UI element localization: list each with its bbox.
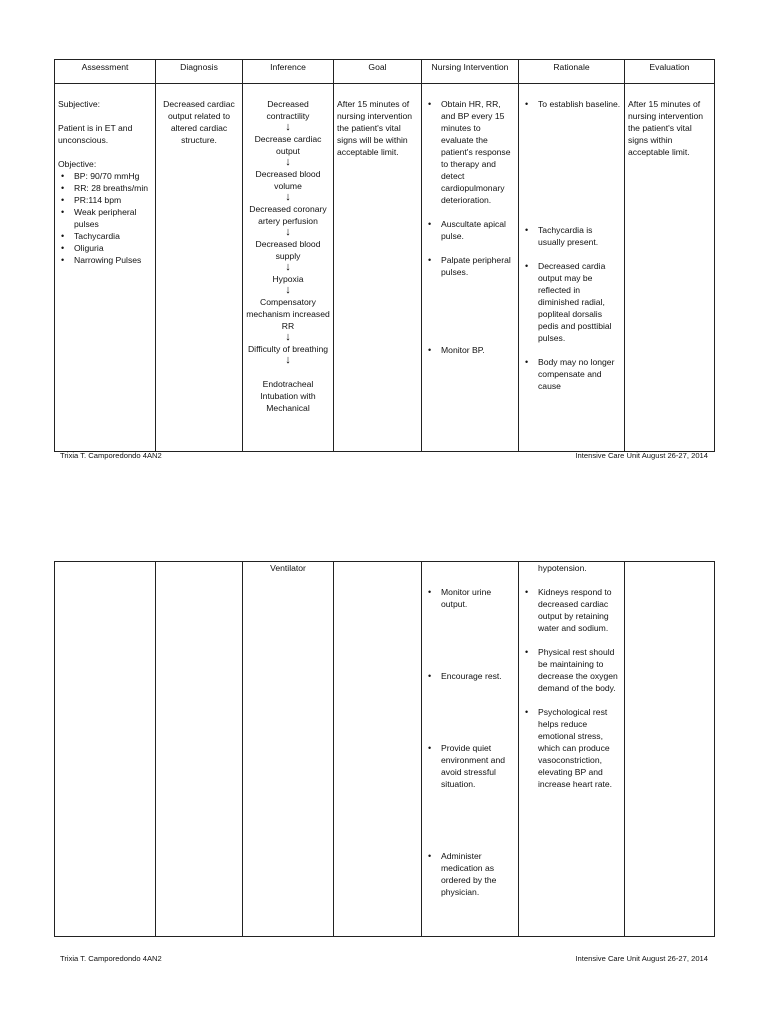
- header-diagnosis: Diagnosis: [156, 60, 243, 84]
- inference-step: Decrease cardiac output: [254, 134, 322, 156]
- intervention-item: • Palpate peripheral pulses.: [425, 254, 515, 278]
- inference-step: Decreased blood supply: [255, 239, 321, 261]
- evaluation-cell: [625, 562, 715, 937]
- intervention-item: • Provide quiet environment and avoid stressful situation.: [425, 742, 515, 790]
- arrow-down-icon: ↓: [285, 331, 291, 343]
- goal-cell: [334, 84, 422, 452]
- care-plan-table-page-2: [54, 561, 715, 937]
- inference-cell: [243, 84, 334, 452]
- inference-step: Decreased blood volume: [255, 169, 321, 191]
- objective-item: • Narrowing Pulses: [58, 254, 152, 266]
- care-plan-table-page-1: [54, 59, 715, 452]
- rationale-list: [522, 586, 621, 790]
- assessment-cell: [55, 562, 156, 937]
- intervention-item: • Auscultate apical pulse.: [425, 218, 515, 242]
- inference-step: Difficulty of breathing: [247, 344, 329, 354]
- inference-step: Decreased coronary artery perfusion: [249, 204, 327, 226]
- rationale-item: • Physical rest should be maintaining to decrease the oxygen demand of the body.: [522, 646, 621, 694]
- rationale-item: • Tachycardia is usually present.: [522, 224, 621, 248]
- assessment-cell: [55, 84, 156, 452]
- header-row: [55, 60, 715, 84]
- arrow-down-icon: ↓: [285, 284, 291, 296]
- rationale-item: • Kidneys respond to decreased cardiac output by retaining water and sodium.: [522, 586, 621, 634]
- objective-label: Objective:: [58, 159, 97, 169]
- rationale-cell: [519, 84, 625, 452]
- rationale-item: • To establish baseline.: [522, 98, 621, 110]
- diagnosis-text: Decreased cardiac output related to altered cardiac structure.: [163, 99, 235, 145]
- objective-item: • PR:114 bpm: [58, 194, 152, 206]
- inference-step: Endotracheal Intubation with Mechanical: [260, 379, 316, 413]
- header-assessment: Assessment: [55, 60, 156, 84]
- header-goal: Goal: [334, 60, 422, 84]
- objective-item: • Oliguria: [58, 242, 152, 254]
- arrow-down-icon: ↓: [285, 226, 291, 238]
- intervention-item: • Encourage rest.: [425, 670, 515, 682]
- body-row: [55, 562, 715, 937]
- objective-item: • BP: 90/70 mmHg: [58, 170, 152, 182]
- intervention-list: [425, 586, 515, 898]
- intervention-list: [425, 98, 515, 356]
- diagnosis-cell: [156, 84, 243, 452]
- arrow-down-icon: ↓: [285, 191, 291, 203]
- header-evaluation: Evaluation: [625, 60, 715, 84]
- footer-author: Trixia T. Camporedondo 4AN2: [60, 954, 162, 963]
- header-inference: Inference: [243, 60, 334, 84]
- arrow-down-icon: ↓: [285, 121, 291, 133]
- objective-item: • Weak peripheral pulses: [58, 206, 152, 230]
- intervention-item: • Monitor urine output.: [425, 586, 515, 610]
- rationale-cell: [519, 562, 625, 937]
- intervention-item: • Administer medication as ordered by the physician.: [425, 850, 515, 898]
- intervention-cell: [422, 84, 519, 452]
- intervention-item: • Obtain HR, RR, and BP every 15 minutes to evaluate the patient's response to therapy and detect cardiopulmonary deterioration.: [425, 98, 515, 206]
- objective-list: [58, 170, 152, 266]
- footer-unit-date: Intensive Care Unit August 26-27, 2014: [575, 451, 708, 460]
- arrow-down-icon: ↓: [285, 156, 291, 168]
- intervention-cell: [422, 562, 519, 937]
- inference-step: Hypoxia: [272, 274, 304, 284]
- diagnosis-cell: [156, 562, 243, 937]
- intervention-item: • Monitor BP.: [425, 344, 515, 356]
- arrow-down-icon: ↓: [285, 354, 291, 366]
- rationale-continuation: hypotension.: [538, 563, 587, 573]
- inference-step: Ventilator: [270, 563, 306, 573]
- subjective-text: Patient is in ET and unconscious.: [58, 123, 133, 145]
- goal-cell: [334, 562, 422, 937]
- evaluation-cell: [625, 84, 715, 452]
- inference-step: Compensatory mechanism increased RR: [246, 297, 330, 331]
- header-nursing-intervention: Nursing Intervention: [422, 60, 519, 84]
- rationale-item: • Psychological rest helps reduce emotional stress, which can produce vasoconstriction, elevating BP and increase heart rate.: [522, 706, 621, 790]
- footer-unit-date: Intensive Care Unit August 26-27, 2014: [575, 954, 708, 963]
- header-rationale: Rationale: [519, 60, 625, 84]
- subjective-label: Subjective:: [58, 99, 101, 109]
- objective-item: • RR: 28 breaths/min: [58, 182, 152, 194]
- rationale-item: • Body may no longer compensate and cause: [522, 356, 621, 392]
- objective-item: • Tachycardia: [58, 230, 152, 242]
- arrow-down-icon: ↓: [285, 261, 291, 273]
- goal-text: After 15 minutes of nursing intervention the patient's vital signs will be within acceptable limit.: [337, 99, 413, 157]
- inference-step: Decreased contractility: [266, 99, 310, 121]
- body-row: [55, 84, 715, 452]
- footer-author: Trixia T. Camporedondo 4AN2: [60, 451, 162, 460]
- inference-cell: [243, 562, 334, 937]
- rationale-item: • Decreased cardia output may be reflected in diminished radial, popliteal dorsalis pedis and posttibial pulses.: [522, 260, 621, 344]
- rationale-list: [522, 98, 621, 392]
- evaluation-text: After 15 minutes of nursing intervention the patient's vital signs within acceptable limit.: [628, 99, 704, 157]
